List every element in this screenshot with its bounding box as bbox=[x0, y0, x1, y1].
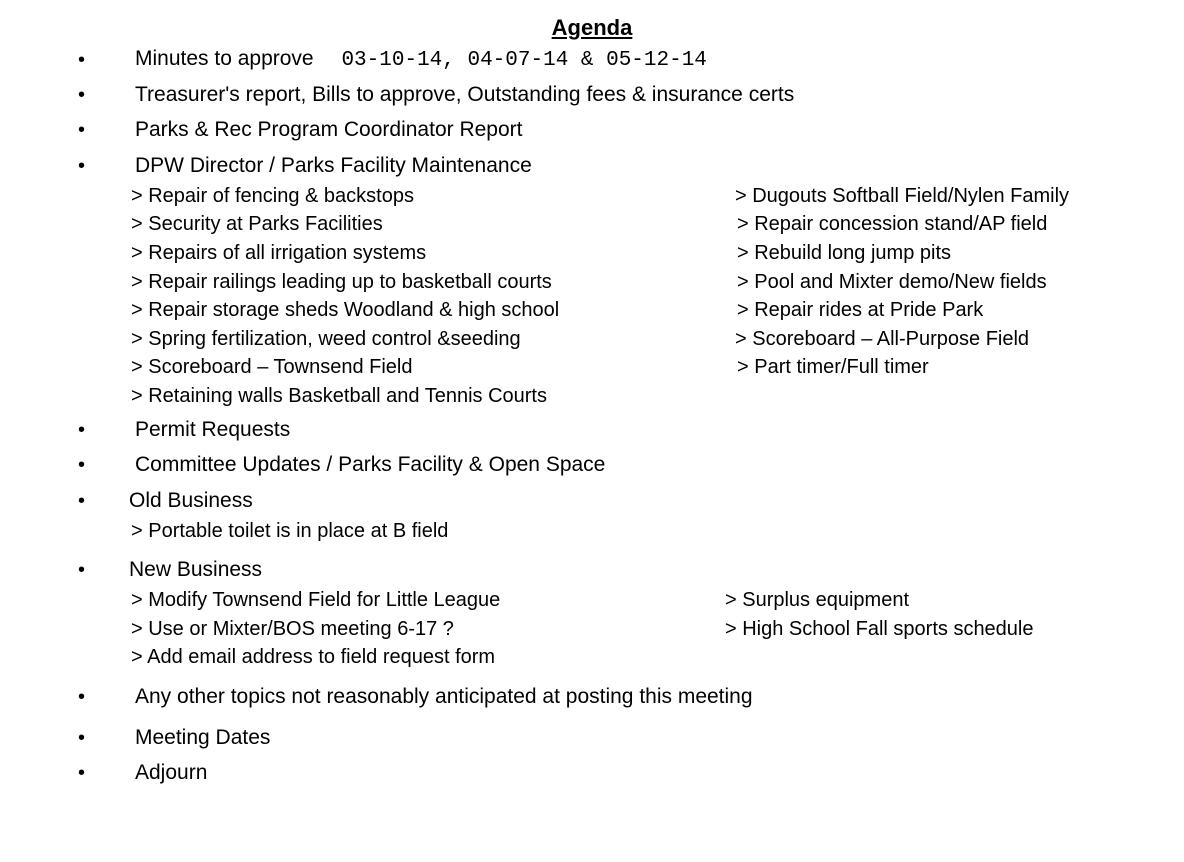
sub-item: > Retaining walls Basketball and Tennis Courts bbox=[131, 385, 547, 407]
agenda-title: Agenda bbox=[551, 15, 633, 40]
bullet-icon: • bbox=[78, 84, 86, 106]
sub-item: > Add email address to field request form bbox=[131, 646, 496, 668]
agenda-item-committee-updates: Committee Updates / Parks Facility & Open Space bbox=[135, 453, 606, 476]
bullet-icon: • bbox=[78, 454, 86, 476]
sub-item: > Repair storage sheds Woodland & high school bbox=[131, 299, 560, 321]
sub-item: > Rebuild long jump pits bbox=[737, 242, 952, 264]
bullet-icon: • bbox=[78, 119, 86, 141]
agenda-item-label: Minutes to approve bbox=[135, 47, 314, 70]
sub-item: > Repair rides at Pride Park bbox=[737, 299, 984, 321]
bullet-icon: • bbox=[78, 686, 86, 708]
agenda-item-old-business: Old Business bbox=[129, 489, 253, 512]
agenda-item-other-topics: Any other topics not reasonably anticipated at posting this meeting bbox=[135, 685, 753, 708]
bullet-icon: • bbox=[78, 49, 86, 71]
sub-item: > Surplus equipment bbox=[725, 589, 910, 611]
bullet-icon: • bbox=[78, 419, 86, 441]
agenda-item-meeting-dates: Meeting Dates bbox=[135, 726, 271, 749]
agenda-item-dpw: DPW Director / Parks Facility Maintenance bbox=[135, 154, 532, 177]
sub-item: > Repair of fencing & backstops bbox=[131, 185, 414, 207]
bullet-icon: • bbox=[78, 559, 86, 581]
sub-item: > Repair concession stand/AP field bbox=[737, 213, 1048, 235]
agenda-item-new-business: New Business bbox=[129, 558, 263, 581]
sub-item: > Security at Parks Facilities bbox=[131, 213, 383, 235]
bullet-icon: • bbox=[78, 727, 86, 749]
sub-item: > Use or Mixter/BOS meeting 6-17 ? bbox=[131, 618, 454, 640]
agenda-item-coordinator-report: Parks & Rec Program Coordinator Report bbox=[135, 118, 523, 141]
sub-item: > Repair railings leading up to basketball courts bbox=[131, 271, 552, 293]
sub-item: > Part timer/Full timer bbox=[737, 356, 929, 378]
sub-item: > Portable toilet is in place at B field bbox=[131, 520, 449, 542]
sub-item: > Modify Townsend Field for Little League bbox=[131, 589, 501, 611]
sub-item: > Scoreboard – Townsend Field bbox=[131, 356, 413, 378]
bullet-icon: • bbox=[78, 762, 86, 784]
sub-item: > Spring fertilization, weed control &seeding bbox=[131, 328, 521, 350]
agenda-item-minutes bbox=[135, 46, 707, 74]
bullet-icon: • bbox=[78, 155, 86, 177]
agenda-item-treasurer: Treasurer's report, Bills to approve, Outstanding fees & insurance certs bbox=[135, 83, 795, 106]
sub-item: > Scoreboard – All-Purpose Field bbox=[735, 328, 1030, 350]
agenda-item-adjourn: Adjourn bbox=[135, 761, 208, 784]
sub-item: > Dugouts Softball Field/Nylen Family bbox=[735, 185, 1070, 207]
bullet-icon: • bbox=[78, 490, 86, 512]
minutes-dates: 03-10-14, 04-07-14 & 05-12-14 bbox=[341, 49, 707, 72]
sub-item: > Repairs of all irrigation systems bbox=[131, 242, 427, 264]
sub-item: > Pool and Mixter demo/New fields bbox=[737, 271, 1047, 293]
sub-item: > High School Fall sports schedule bbox=[725, 618, 1034, 640]
agenda-item-permit-requests: Permit Requests bbox=[135, 418, 291, 441]
